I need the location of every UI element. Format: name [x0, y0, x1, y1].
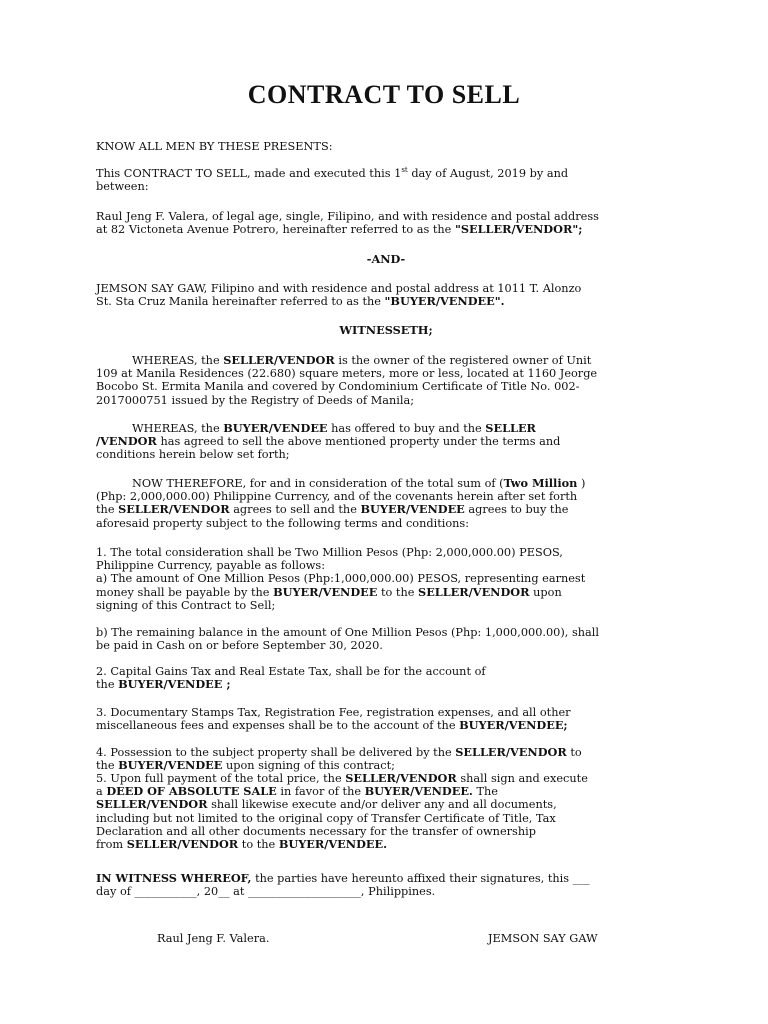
- term-item-5: 5. Upon full payment of the total price, the SELLER/VENDOR shall sign and execute a DEED OF ABSOLUTE SALE in favor of the BUYER/VENDEE. The SELLER/VENDOR shall likewise execute and/or deliver any and all documents, including but not limited to the original copy of Transfer Certificate of Title, Tax Declaration and all other documents necessary for the transfer of ownership from SELLER/VENDOR to the BUYER/VENDEE.: [96, 771, 588, 852]
- term-item-4: 4. Possession to the subject property shall be delivered by the SELLER/VENDOR to the BUYER/VENDEE upon signing of this contract;: [96, 745, 582, 773]
- seller-party-paragraph: Raul Jeng F. Valera, of legal age, single, Filipino, and with residence and postal address at 82 Victoneta Avenue Potrero, hereinafter referred to as the "SELLER/VENDOR";: [96, 210, 599, 237]
- whereas-paragraph-2: WHEREAS, the BUYER/VENDEE has offered to buy and the SELLER /VENDOR has agreed to sell the above mentioned property under the terms and conditions herein below set forth;: [96, 421, 561, 462]
- and-separator: -AND-: [366, 252, 406, 266]
- whereas-paragraph-1: WHEREAS, the SELLER/VENDOR is the owner of the registered owner of Unit 109 at Manila Residences (22.680) square meters, more or less, located at 1160 Jeorge Bocobo St. Ermita Manila and covered by Condominium Certificate of Title No. 002- 2017000751 issued by the Registry of Deeds of Manila;: [96, 353, 598, 407]
- witnesseth-heading: WITNESSETH;: [339, 323, 433, 337]
- buyer-party-paragraph: JEMSON SAY GAW, Filipino and with residence and postal address at 1011 T. Alonzo St. Sta Cruz Manila hereinafter referred to as the "BUYER/VENDEE".: [96, 282, 582, 309]
- intro-paragraph: This CONTRACT TO SELL, made and executed this 1st day of August, 2019 by and between:: [96, 166, 569, 194]
- term-item-2: 2. Capital Gains Tax and Real Estate Tax, shall be for the account of the BUYER/VENDEE ;: [96, 665, 486, 692]
- term-item-1: 1. The total consideration shall be Two Million Pesos (Php: 2,000,000.00) PESOS, Philippine Currency, payable as follows: a) The amount of One Million Pesos (Php:1,000,000.00) PESOS, representing earnest money shall be payable by the BUYER/VENDEE to the SELLER/VENDOR upon signing of this Contract to Sell;: [96, 546, 586, 612]
- document-title: CONTRACT TO SELL: [247, 80, 521, 109]
- term-item-1b: b) The remaining balance in the amount of One Million Pesos (Php: 1,000,000.00), shall be paid in Cash on or before September 30, 2020.: [96, 626, 599, 653]
- buyer-signature-name: JEMSON SAY GAW: [488, 932, 598, 945]
- know-all-heading: KNOW ALL MEN BY THESE PRESENTS:: [96, 140, 333, 153]
- now-therefore-paragraph: NOW THEREFORE, for and in consideration of the total sum of (Two Million ) (Php: 2,000,000.00) Philippine Currency, and of the covenants herein after set forth the SELLER/VENDOR agrees to sell and the BUYER/VENDEE agrees to buy the aforesaid property subject to the following terms and conditions:: [96, 476, 586, 530]
- witness-clause: IN WITNESS WHEREOF, the parties have hereunto affixed their signatures, this ___ day of ___________, 20__ at ____________________, Philippines.: [96, 871, 590, 899]
- seller-signature-name: Raul Jeng F. Valera.: [157, 932, 270, 945]
- term-item-3: 3. Documentary Stamps Tax, Registration Fee, registration expenses, and all other miscellaneous fees and expenses shall be to the account of the BUYER/VENDEE;: [96, 706, 571, 733]
